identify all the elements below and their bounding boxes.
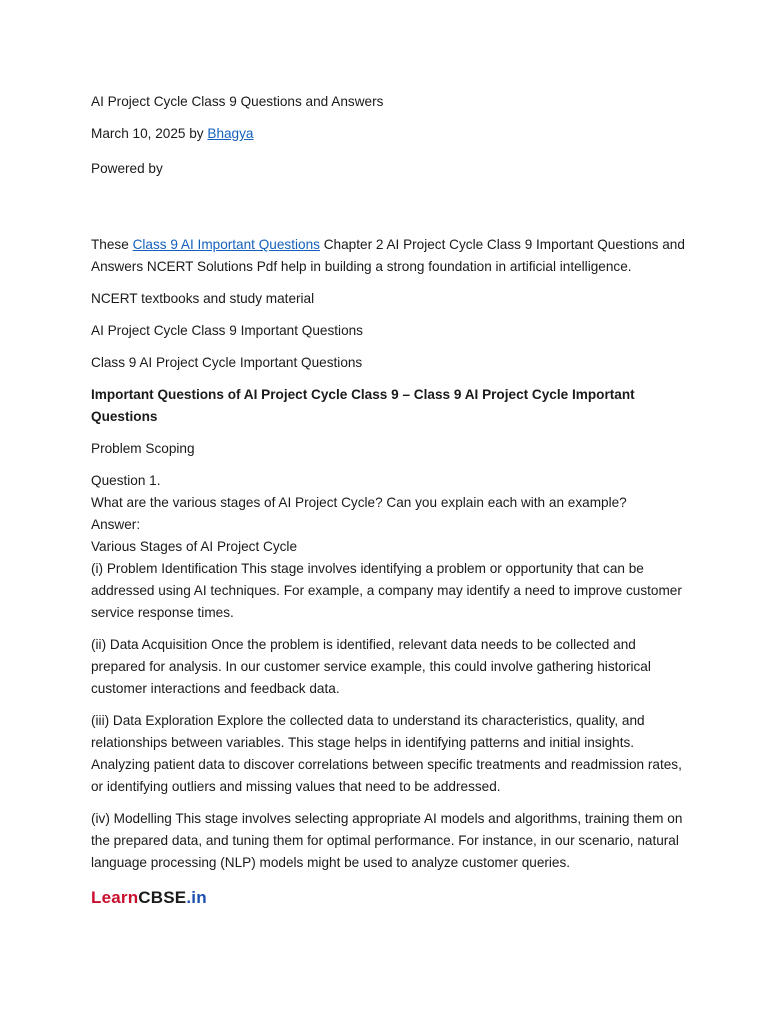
powered-by-label: Powered by — [91, 161, 163, 176]
document-page — [91, 91, 691, 909]
question-label: Question 1. — [91, 473, 161, 488]
answer-label: Answer: — [91, 517, 141, 532]
subtitle-line-2: Class 9 AI Project Cycle Important Questions — [91, 355, 363, 370]
question-block — [91, 470, 691, 624]
problem-scoping-label: Problem Scoping — [91, 441, 195, 456]
stage-4-paragraph: (iv) Modelling This stage involves selecting appropriate AI models and algorithms, training them on the prepared data, and tuning them for optimal performance. For instance, in our scenario, natural language processing (NLP) models might be used to analyze customer queries. — [91, 811, 683, 870]
article-title: AI Project Cycle Class 9 Questions and Answers — [91, 94, 384, 109]
author-link[interactable]: Bhagya — [207, 126, 254, 141]
stage-2-paragraph: (ii) Data Acquisition Once the problem is identified, relevant data needs to be collected and prepared for analysis. In our customer service example, this could involve gathering historical customer interactions and feedback data. — [91, 637, 651, 696]
answer-title: Various Stages of AI Project Cycle — [91, 539, 298, 554]
logo-learn: Learn — [91, 888, 139, 907]
question-text: What are the various stages of AI Project Cycle? Can you explain each with an example? — [91, 495, 627, 510]
class9-ai-questions-link[interactable]: Class 9 AI Important Questions — [132, 237, 320, 252]
logo-in: .in — [186, 888, 207, 907]
intro-text-pre: These — [91, 237, 133, 252]
byline-date: March 10, 2025 by — [91, 126, 208, 141]
intro-text-post: Chapter 2 AI Project Cycle Class 9 Important Questions and Answers NCERT Solutions Pdf help in building a strong foundation in artificial intelligence. — [91, 237, 685, 274]
section-heading: Important Questions of AI Project Cycle Class 9 – Class 9 AI Project Cycle Important Questions — [91, 387, 635, 424]
logo-cbse: CBSE — [138, 888, 187, 907]
intro-paragraph — [91, 234, 691, 278]
stage-3-paragraph: (iii) Data Exploration Explore the collected data to understand its characteristics, quality, and relationships between variables. This stage helps in identifying patterns and initial insights. Analyzing patient data to discover correlations between specific treatments and readmission rates, or identifying outliers and missing values that need to be addressed. — [91, 713, 682, 794]
learncbse-logo — [91, 887, 691, 909]
ncert-line: NCERT textbooks and study material — [91, 291, 315, 306]
subtitle-line-1: AI Project Cycle Class 9 Important Questions — [91, 323, 363, 338]
byline — [91, 123, 691, 145]
stage-1-paragraph: (i) Problem Identification This stage involves identifying a problem or opportunity that can be addressed using AI techniques. For example, a company may identify a need to improve customer service response times. — [91, 561, 682, 620]
